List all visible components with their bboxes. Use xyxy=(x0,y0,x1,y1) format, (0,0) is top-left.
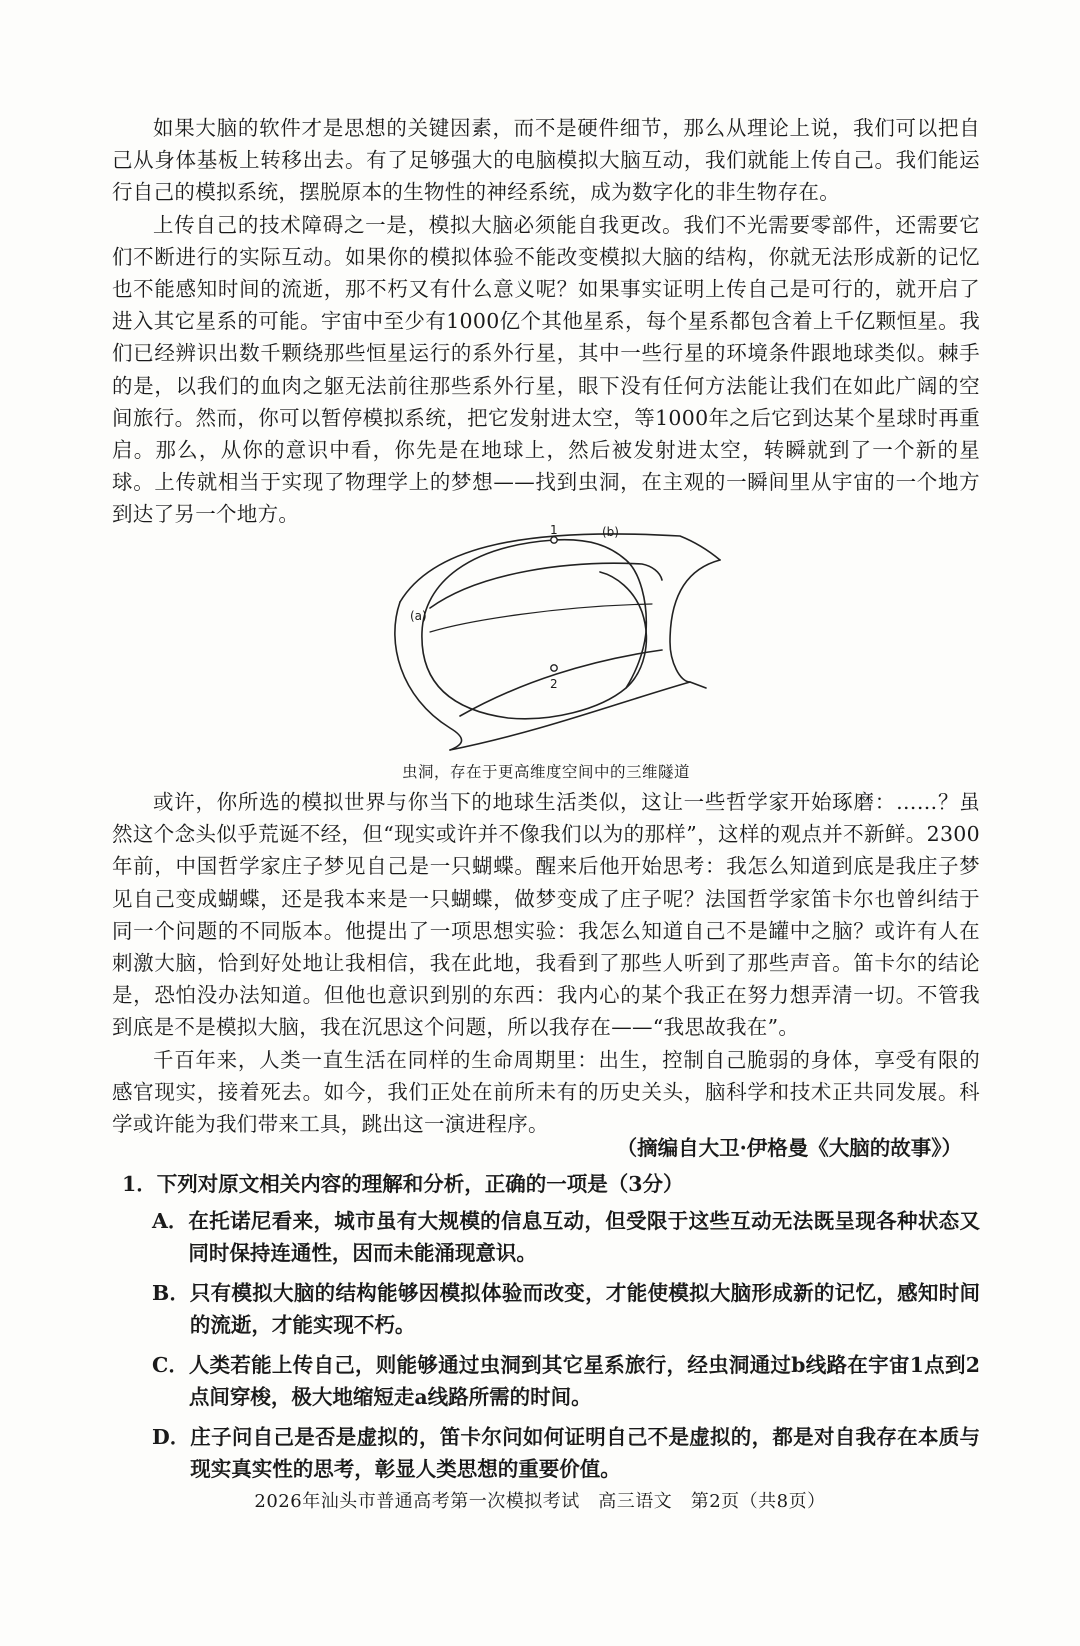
page-footer: 2026年汕头市普通高考第一次模拟考试 高三语文 第2页（共8页） xyxy=(254,1491,826,1512)
paragraph: 千百年来，人类一直生活在同样的生命周期里：出生，控制自己脆弱的身体，享受有限的感官现实，接着死去。如今，我们正处在前所未有的历史关头，脑科学和技术正共同发展。科学或许能为我们带来工具，跳出这一演进程序。 xyxy=(112,1047,980,1137)
point-1-marker xyxy=(551,537,557,543)
sheet-right-throat xyxy=(670,560,720,682)
sheet-left-fold xyxy=(395,602,462,750)
path-b-line xyxy=(554,540,646,688)
wormhole-figure xyxy=(390,523,730,758)
option-letter: A． xyxy=(152,1209,189,1233)
sheet-inner-fold xyxy=(430,563,662,608)
paragraph: 如果大脑的软件才是思想的关键因素，而不是硬件细节，那么从理论上说，我们可以把自己从身体基板上转移出去。有了足够强大的电脑模拟大脑互动，我们就能上传自己。我们能运行自己的模拟系统，摆脱原本的生物性的神经系统，成为数字化的非生物存在。 xyxy=(112,116,980,205)
option-b[interactable] xyxy=(122,1277,980,1341)
label-a: (a) xyxy=(410,609,427,623)
paragraph: 或许，你所选的模拟世界与你当下的地球生活类似，这让一些哲学家开始琢磨：……？虽然这个念头似乎荒诞不经，但“现实或许并不像我们以为的那样”，这样的观点并不新鲜。2300年前，中国哲学家庄子梦见自己是一只蝴蝶。醒来后他开始思考：我怎么知道到底是我庄子梦见自己变成蝴蝶，还是我本来是一只蝴蝶，做梦变成了庄子呢？法国哲学家笛卡尔也曾纠结于同一个问题的不同版本。他提出了一项思想实验：我怎么知道自己不是罐中之脑？或许有人在刺激大脑，恰到好处地让我相信，我在此地，我看到了那些人听到了那些声音。笛卡尔的结论是，恐怕没办法知道。但他也意识到别的东西：我内心的某个我正在努力想弄清一切。不管我到底是不是模拟大脑，我在沉思这个问题，所以我存在——“我思故我在”。 xyxy=(112,790,980,1040)
option-letter: B． xyxy=(152,1281,190,1305)
question-1 xyxy=(122,1168,980,1493)
point-1-label: 1 xyxy=(550,523,558,537)
point-2-marker xyxy=(551,665,557,671)
option-c[interactable] xyxy=(122,1349,980,1413)
passage-part-2 xyxy=(112,786,980,1140)
wormhole-diagram xyxy=(390,523,730,758)
point-2-label: 2 xyxy=(550,677,558,691)
path-a-line xyxy=(422,540,646,719)
option-letter: D． xyxy=(152,1425,191,1449)
sheet-top-edge xyxy=(400,534,720,602)
figure-caption: 虫洞，存在于更高维度空间中的三维隧道 xyxy=(401,763,690,781)
option-text: 在托诺尼看来，城市虽有大规模的信息互动，但受限于这些互动无法既呈现各种状态又同时保持连通性，因而未能涌现意识。 xyxy=(188,1209,980,1265)
option-letter: C． xyxy=(152,1353,189,1377)
option-d[interactable] xyxy=(122,1421,980,1485)
source-citation: （摘编自大卫·伊格曼《大脑的故事》） xyxy=(616,1136,962,1160)
paragraph: 上传自己的技术障碍之一是，模拟大脑必须能自我更改。我们不光需要零部件，还需要它们不断进行的实际互动。如果你的模拟体验不能改变模拟大脑的结构，你就无法形成新的记忆也不能感知时间的流逝，那不朽又有什么意义呢？如果事实证明上传自己是可行的，就开启了进入其它星系的可能。宇宙中至少有1000亿个其他星系，每个星系都包含着上千亿颗恒星。我们已经辨识出数千颗绕那些恒星运行的系外行星，其中一些行星的环境条件跟地球类似。棘手的是，以我们的血肉之躯无法前往那些系外行星，眼下没有任何方法能让我们在如此广阔的空间旅行。然而，你可以暂停模拟系统，把它发射进太空，等1000年之后它到达某个星球时再重启。那么，从你的意识中看，你先是在地球上，然后被发射进太空，转瞬就到了一个新的星球。上传就相当于实现了物理学上的梦想——找到虫洞，在主观的一瞬间里从宇宙的一个地方到达了另一个地方。 xyxy=(112,212,980,527)
option-text: 庄子问自己是否是虚拟的，笛卡尔问如何证明自己不是虚拟的，都是对自我存在本质与现实真实性的思考，彰显人类思想的重要价值。 xyxy=(190,1425,980,1481)
passage-part-1 xyxy=(112,112,980,531)
option-a[interactable] xyxy=(122,1205,980,1269)
label-b: (b) xyxy=(602,525,619,539)
option-text: 只有模拟大脑的结构能够因模拟体验而改变，才能使模拟大脑形成新的记忆，感知时间的流逝，才能实现不朽。 xyxy=(189,1281,980,1337)
question-stem: 1．下列对原文相关内容的理解和分析，正确的一项是（3分） xyxy=(122,1172,684,1196)
sheet-bottom-edge xyxy=(450,682,706,750)
option-text: 人类若能上传自己，则能够通过虫洞到其它星系旅行，经虫洞通过b线路在宇宙1点到2点间穿梭，极大地缩短走a线路所需的时间。 xyxy=(188,1353,980,1409)
sheet-inner-line xyxy=(430,604,652,632)
